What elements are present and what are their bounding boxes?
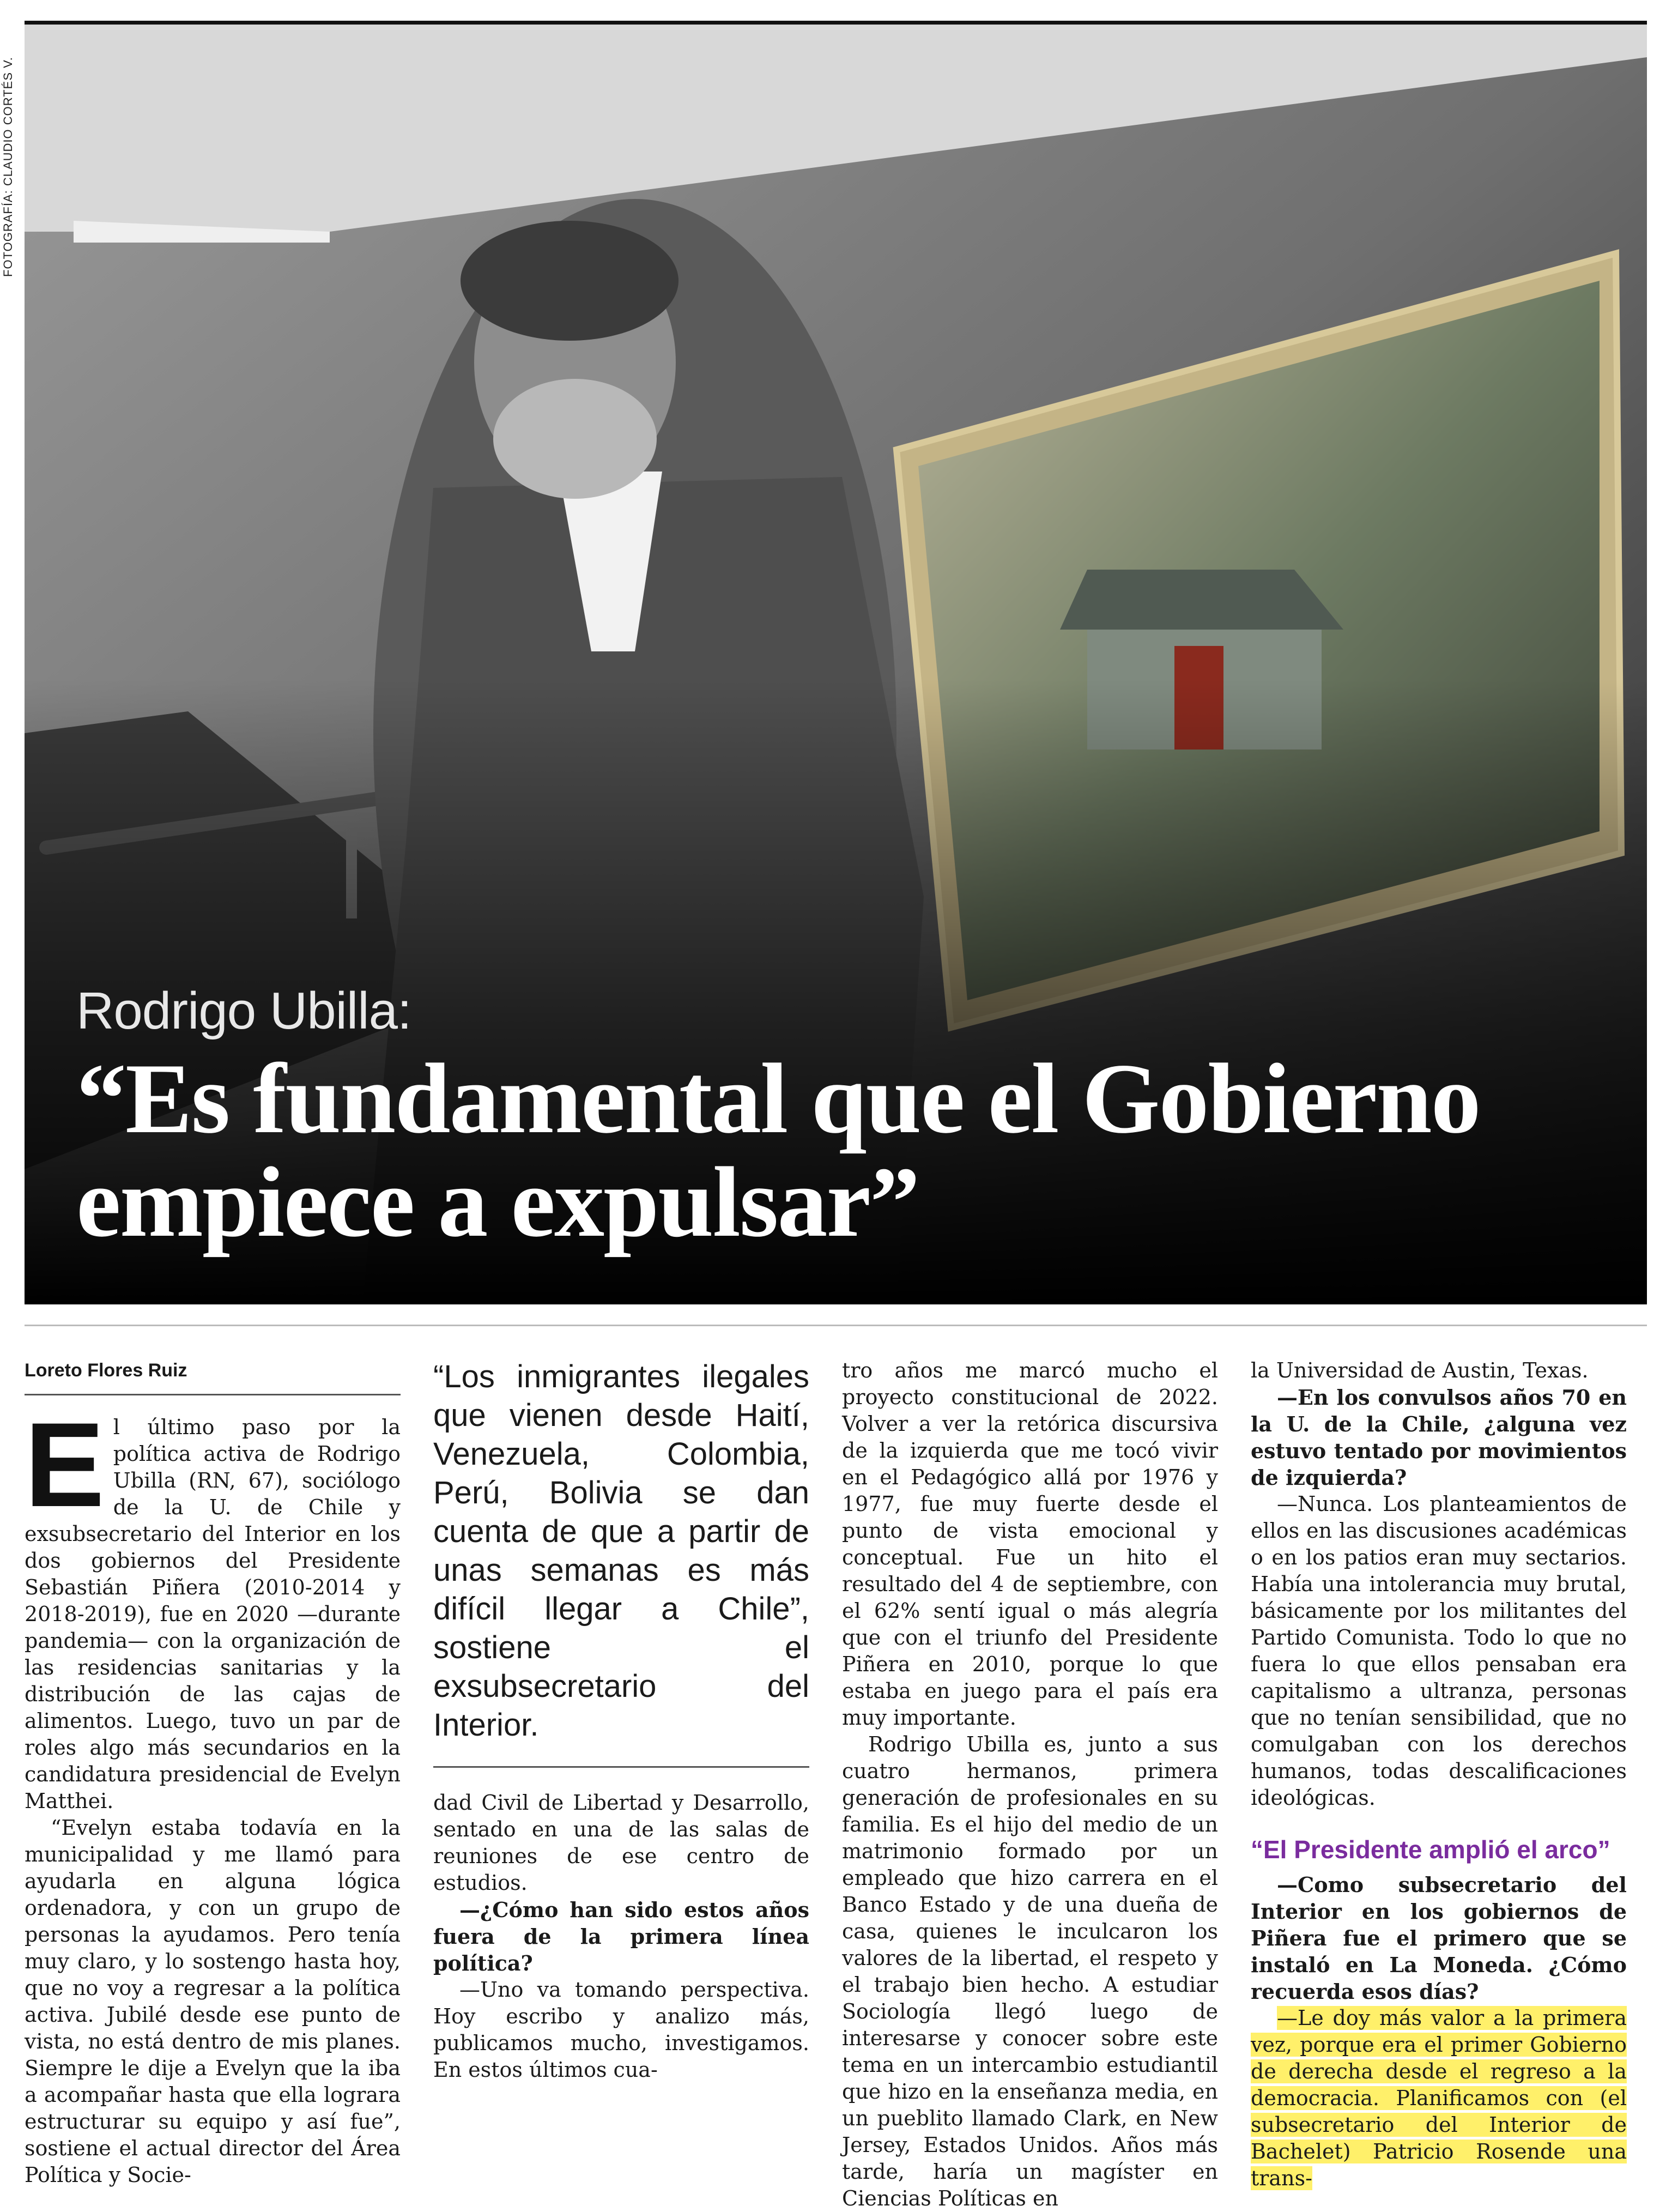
paragraph: tro años me marcó mucho el proyecto constitucional de 2022. Volver a ver la retórica discursiva de la izquierda que me tocó vivir en el Pedagógico allá por 1976 y 1977, fue muy fuerte desde el punto de vista emocional y conceptual. Fue un hito el resultado del 4 de septiembre, con el 62% sentí igual o más alegría que con el triunfo del Presidente Piñera en 2010, porque lo que estaba en juego para el país era muy importante. bbox=[842, 1358, 1218, 1730]
pull-quote: “Los inmigrantes ilegales que vienen desde Haití, Venezuela, Colombia, Perú, Bolivia se dan cuenta de que a partir de unas semanas es más difícil llegar a Chile”, sostiene el exsubsecretario del Interior. bbox=[433, 1357, 809, 1768]
highlighted-text: —Le doy más valor a la primera vez, porque era el primer Gobierno de derecha desde el regreso a la democracia. Planificamos con (el subsecretario del Interior de Bachelet) Patricio Rosende una trans- bbox=[1251, 2006, 1627, 2190]
article-column-4 bbox=[1251, 1357, 1627, 2192]
paragraph: —Nunca. Los planteamientos de ellos en las discusiones académicas o en los patios eran muy sectarios. Había una intolerancia muy brutal, básicamente por los militantes del Partido Comunista. Todo lo que no fuera lo que ellos pensaban era capitalismo a ultranza, personas que no tenían sensibilidad, que no comulgaban con los derechos humanos, todas descalificaciones ideológicas. bbox=[1251, 1492, 1627, 1810]
article-column-1 bbox=[25, 1357, 401, 2189]
article-column-3 bbox=[842, 1357, 1218, 2212]
subheading: “El Presidente amplió el arco” bbox=[1251, 1835, 1610, 1864]
highlighted-paragraph bbox=[1251, 2005, 1627, 2192]
drop-cap: E bbox=[25, 1398, 105, 1532]
interview-question: —¿Cómo han sido estos años fuera de la primera línea política? bbox=[433, 1897, 809, 1975]
paragraph: —Uno va tomando perspectiva. Hoy escribo y analizo más, publicamos mucho, investigamos. En estos últimos cua- bbox=[433, 1978, 809, 2082]
paragraph: l último paso por la política activa de Rodrigo Ubilla (RN, 67), sociólogo de la U. de Chile y exsubsecretario del Interior en los dos gobiernos del Presidente Sebastián Piñera (2010-2014 y 2018-2019), fue en 2020 —durante pandemia— con la organización de las residencias sanitarias y la distribución de las cajas de alimentos. Luego, tuvo un par de roles algo más secundarios en la candidatura presidencial de Evelyn Matthei. bbox=[25, 1415, 401, 1813]
headline: “Es fundamental que el Gobierno empiece a expulsar” bbox=[76, 1043, 1480, 1258]
photo-credit: FOTOGRAFÍA: CLAUDIO CORTÉS V. bbox=[1, 57, 15, 277]
paragraph: “Evelyn estaba todavía en la municipalidad y me llamó para ayudarla en alguna lógica ordenadora, y con un grupo de personas la ayudamos. Pero tenía muy claro, y lo sostengo hasta hoy, que no voy a regresar a la política activa. Jubilé desde ese punto de vista, no está dentro de mis planes. Siempre le dije a Evelyn que la iba a acompañar hasta que ella lograra estructurar su equipo y así fue”, sostiene el actual director del Área Política y Socie- bbox=[25, 1816, 401, 2187]
headline-kicker: Rodrigo Ubilla: bbox=[76, 982, 411, 1040]
article-column-2 bbox=[433, 1357, 809, 2083]
paragraph: dad Civil de Libertad y Desarrollo, sentado en una de las salas de reuniones de ese centro de estudios. bbox=[433, 1791, 809, 1895]
section-divider bbox=[25, 1325, 1647, 1326]
interview-question: —En los convulsos años 70 en la U. de la Chile, ¿alguna vez estuvo tentado por movimientos de izquierda? bbox=[1251, 1385, 1627, 1490]
interview-question: —Como subsecretario del Interior en los gobiernos de Piñera fue el primero que se instaló en La Moneda. ¿Cómo recuerda esos días? bbox=[1251, 1872, 1627, 2004]
top-rule bbox=[25, 21, 1647, 25]
byline: Loreto Flores Ruiz bbox=[25, 1357, 401, 1395]
paragraph: Rodrigo Ubilla es, junto a sus cuatro hermanos, primera generación de profesionales en su familia. Es el hijo del medio de un matrimonio formado por un empleado que hizo carrera en el Banco Estado y de una dueña de casa, quienes le inculcaron los valores de la libertad, el respeto y el trabajo bien hecho. A estudiar Sociología llegó luego de interesarse y conocer sobre este tema en un intercambio estudiantil que hizo en la enseñanza media, en un pueblito llamado Clark, en New Jersey, Estados Unidos. Años más tarde, haría un magíster en Ciencias Políticas en bbox=[842, 1732, 1218, 2210]
paragraph: la Universidad de Austin, Texas. bbox=[1251, 1358, 1589, 1382]
